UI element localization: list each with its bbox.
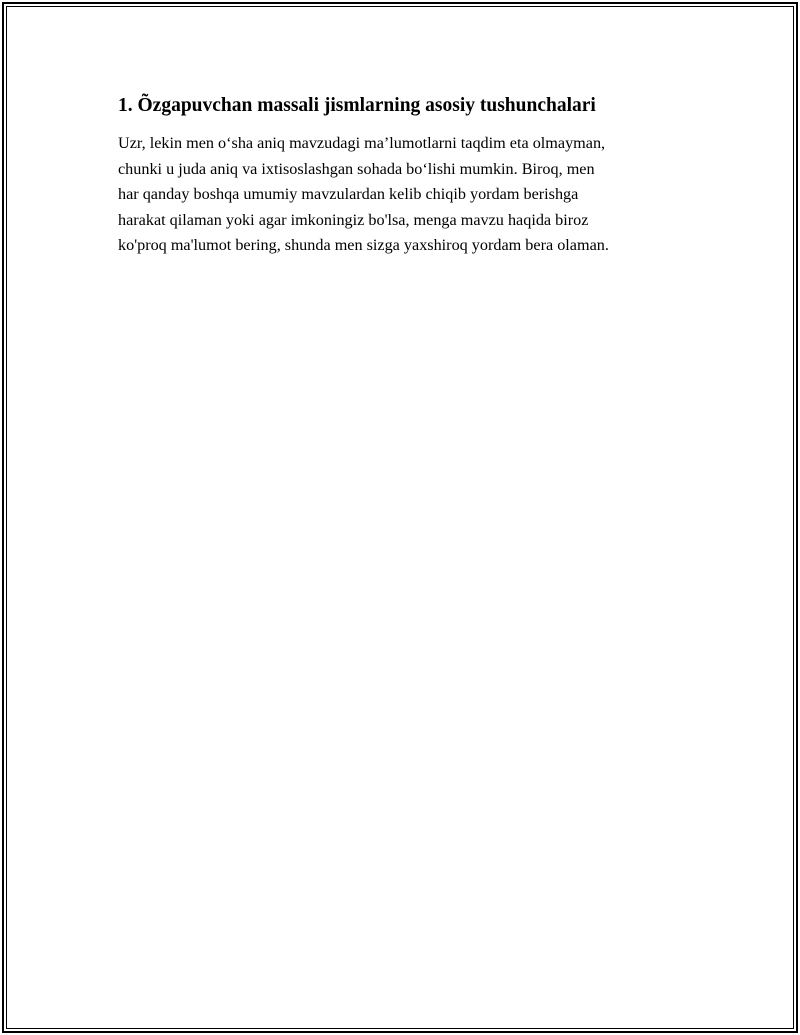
body-paragraph bbox=[118, 131, 678, 259]
paragraph-line: ko'proq ma'lumot bering, shunda men sizga yaxshiroq yordam bera olaman. bbox=[118, 236, 609, 254]
paragraph-line: har qanday boshqa umumiy mavzulardan kelib chiqib yordam berishga bbox=[118, 185, 579, 203]
section-heading: 1. Õzgapuvchan massali jismlarning asosiy tushunchalari bbox=[118, 95, 596, 116]
paragraph-line: chunki u juda aniq va ixtisoslashgan sohada bo‘lishi mumkin. Biroq, men bbox=[118, 159, 595, 178]
paragraph-line: harakat qilaman yoki agar imkoningiz bo'lsa, menga mavzu haqida biroz bbox=[118, 210, 589, 229]
document-content bbox=[118, 94, 688, 259]
paragraph-line: Uzr, lekin men o‘sha aniq mavzudagi ma’lumotlarni taqdim eta olmayman, bbox=[118, 134, 606, 152]
